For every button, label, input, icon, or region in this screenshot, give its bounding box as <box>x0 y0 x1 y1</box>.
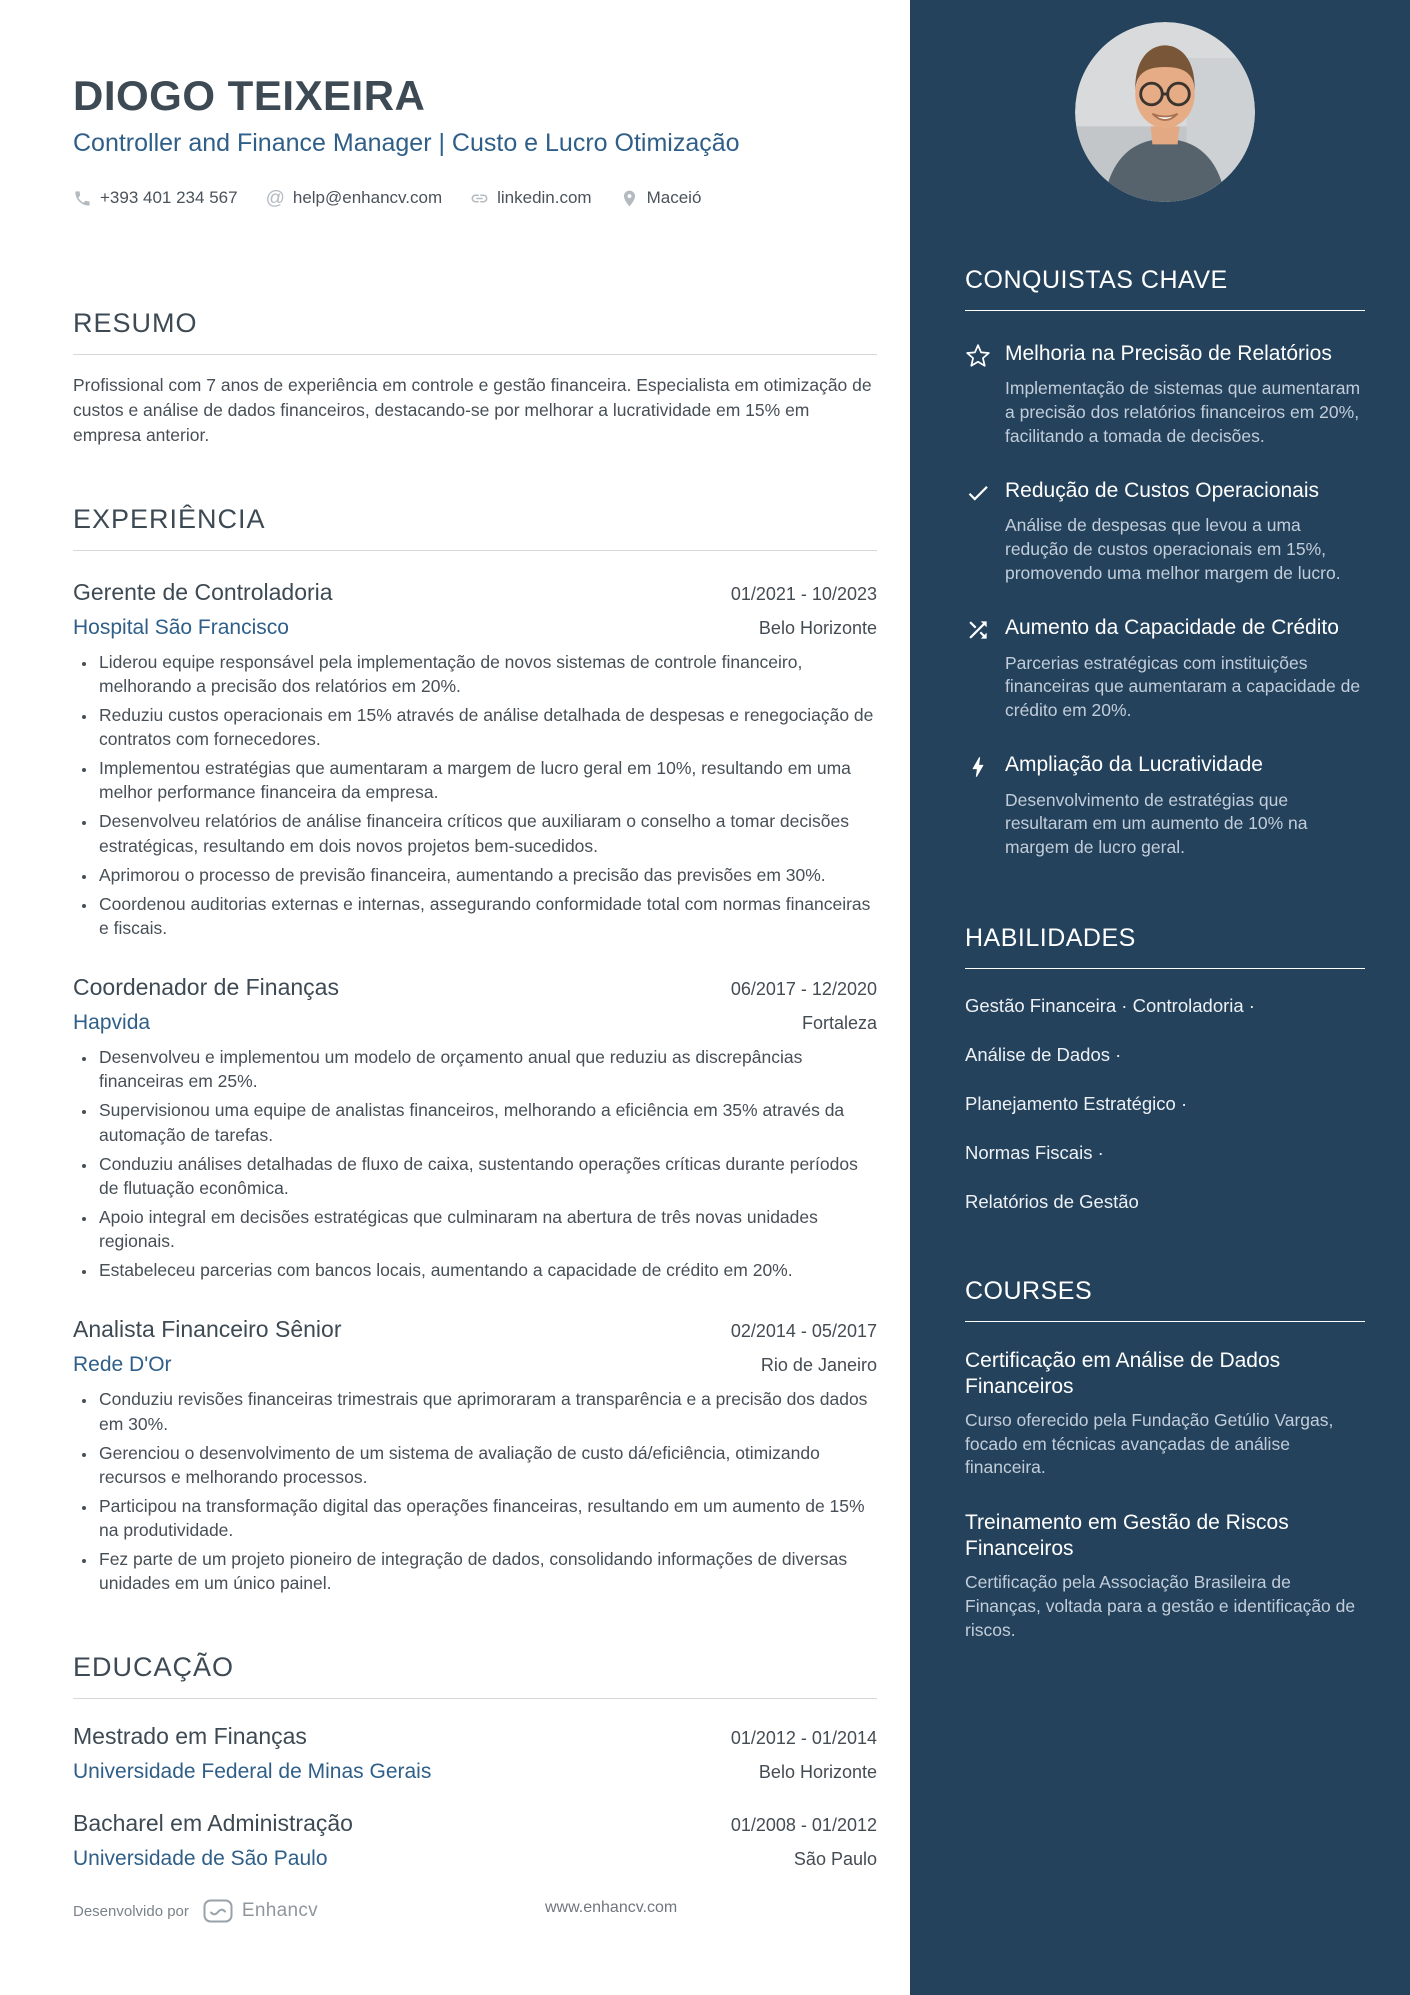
educacao-heading: EDUCAÇÃO <box>73 1652 877 1699</box>
degree-entry <box>73 1723 877 1784</box>
contact-location-text: Maceió <box>646 188 702 208</box>
powered-by-label: Desenvolvido por <box>73 1902 189 1920</box>
section-conquistas <box>965 266 1365 860</box>
footer <box>73 1899 877 1923</box>
email-at-icon: @ <box>265 187 285 209</box>
job-bullets <box>73 1045 877 1282</box>
bullet-item: • Participou na transformação digital das operações financeiras, resultando em um aumento de 15% na produtividade. <box>97 1494 877 1542</box>
enhancv-brand[interactable] <box>203 1899 318 1923</box>
contact-website-text: linkedin.com <box>497 188 592 208</box>
bullet-item: • Fez parte de um projeto pioneiro de integração de dados, consolidando informações de diversas unidades em um único painel. <box>97 1547 877 1595</box>
section-educacao <box>73 1652 877 1871</box>
achievement-item <box>965 341 1365 448</box>
section-resumo <box>73 308 877 448</box>
contact-location <box>620 188 702 208</box>
course-item <box>965 1348 1365 1480</box>
achievement-item <box>965 478 1365 585</box>
course-title: Certificação em Análise de Dados Financeiros <box>965 1348 1281 1398</box>
resumo-text: Profissional com 7 anos de experiência em controle e gestão financeira. Especialista em otimização de custos e análise de dados financeiros, destacando-se por melhorar a lucratividade em 15% em empresa anterior. <box>73 375 872 445</box>
phone-icon <box>73 189 92 208</box>
degree-dates: 01/2008 - 01/2012 <box>730 1814 877 1835</box>
person-name: DIOGO TEIXEIRA <box>73 72 426 119</box>
section-courses <box>965 1277 1365 1643</box>
bullet-item: • Desenvolveu e implementou um modelo de orçamento anual que reduziu as discrepâncias financeiras em 25%. <box>97 1045 877 1093</box>
section-experiencia <box>73 504 877 1596</box>
job-title: Gerente de Controladoria <box>73 578 333 605</box>
bullet-item: • Conduziu análises detalhadas de fluxo de caixa, sustentando operações críticas durante períodos de flutuação econômica. <box>97 1152 877 1200</box>
course-text: Curso oferecido pela Fundação Getúlio Vargas, focado em técnicas avançadas de análise financeira. <box>965 1410 1334 1478</box>
job-bullets <box>73 1387 877 1595</box>
school-name: Universidade de São Paulo <box>73 1846 328 1870</box>
bullet-item: • Coordenou auditorias externas e internas, assegurando conformidade total com normas financeiras e fiscais. <box>97 892 877 940</box>
achievement-text: Implementação de sistemas que aumentaram a precisão dos relatórios financeiros em 20%, facilitando a tomada de decisões. <box>1005 378 1361 446</box>
contact-website[interactable] <box>470 188 592 208</box>
job-entry <box>73 579 877 941</box>
bullet-item: • Gerenciou o desenvolvimento de um sistema de avaliação de custo dá/eficiência, otimizando recursos e melhorando processos. <box>97 1441 877 1489</box>
company-name: Hapvida <box>73 1011 151 1035</box>
bullet-item: • Implementou estratégias que aumentaram a margem de lucro geral em 10%, resultando em uma melhor performance financeira da empresa. <box>97 756 877 804</box>
bullet-item: • Desenvolveu relatórios de análise financeira críticos que auxiliaram o conselho a tomar decisões estratégicas, resultando em dois novos projetos bem-sucedidos. <box>97 809 877 857</box>
achievement-item <box>965 615 1365 722</box>
bullet-item: • Conduziu revisões financeiras trimestrais que aprimoraram a transparência e a precisão dos dados em 30%. <box>97 1387 877 1435</box>
bolt-icon <box>965 754 991 780</box>
resumo-heading: RESUMO <box>73 308 877 355</box>
profile-photo-wrap <box>965 22 1365 202</box>
conquistas-heading: CONQUISTAS CHAVE <box>965 266 1365 311</box>
growth-arrows-icon <box>965 617 991 643</box>
contact-phone-text: +393 401 234 567 <box>100 188 238 208</box>
degree-location: Belo Horizonte <box>758 1761 877 1782</box>
job-location: Rio de Janeiro <box>760 1355 877 1376</box>
job-entry <box>73 974 877 1282</box>
degree-entry <box>73 1810 877 1871</box>
course-title: Treinamento em Gestão de Riscos Financeiros <box>965 1510 1289 1561</box>
skill-item: Planejamento Estratégico · <box>965 1092 1188 1114</box>
job-title: Analista Financeiro Sênior <box>73 1316 342 1343</box>
job-bullets <box>73 650 877 941</box>
footer-website[interactable]: www.enhancv.com <box>545 1899 678 1916</box>
skill-item: Análise de Dados · <box>965 1043 1122 1065</box>
course-item <box>965 1510 1365 1642</box>
enhancv-logo-icon <box>203 1899 233 1923</box>
job-title: Coordenador de Finanças <box>73 974 339 1001</box>
contact-row <box>73 188 877 208</box>
habilidades-heading: HABILIDADES <box>965 924 1365 969</box>
star-icon <box>965 343 991 369</box>
skill-item: Normas Fiscais · <box>965 1141 1104 1163</box>
achievement-title: Redução de Custos Operacionais <box>1005 479 1320 503</box>
job-location: Fortaleza <box>801 1013 877 1034</box>
bullet-item: • Estabeleceu parcerias com bancos locais, aumentando a capacidade de crédito em 20%. <box>97 1258 877 1282</box>
achievement-title: Melhoria na Precisão de Relatórios <box>1005 342 1332 365</box>
achievement-text: Desenvolvimento de estratégias que resultaram em um aumento de 10% na margem de lucro geral. <box>1005 789 1308 857</box>
company-name: Hospital São Francisco <box>73 615 289 639</box>
check-icon <box>965 480 991 506</box>
profile-photo <box>1075 22 1255 202</box>
job-entry <box>73 1316 877 1595</box>
job-dates: 02/2014 - 05/2017 <box>730 1321 877 1342</box>
experiencia-heading: EXPERIÊNCIA <box>73 504 877 551</box>
sidebar <box>910 0 1410 1995</box>
person-title: Controller and Finance Manager | Custo e Lucro Otimização <box>73 129 740 158</box>
achievement-title: Aumento da Capacidade de Crédito <box>1005 616 1339 640</box>
degree-title: Bacharel em Administração <box>73 1809 353 1836</box>
degree-title: Mestrado em Finanças <box>73 1722 307 1749</box>
job-dates: 01/2021 - 10/2023 <box>730 583 877 604</box>
job-location: Belo Horizonte <box>758 617 877 638</box>
contact-email[interactable] <box>266 188 443 208</box>
link-icon <box>470 189 489 208</box>
degree-location: São Paulo <box>793 1848 877 1869</box>
achievement-text: Análise de despesas que levou a uma redução de custos operacionais em 15%, promovendo uma melhor margem de lucro. <box>1005 515 1341 583</box>
contact-phone[interactable] <box>73 188 238 208</box>
section-habilidades <box>965 924 1365 1213</box>
achievement-item <box>965 752 1365 859</box>
bullet-item: • Supervisionou uma equipe de analistas financeiros, melhorando a eficiência em 35% através da automação de tarefas. <box>97 1098 877 1146</box>
course-text: Certificação pela Associação Brasileira de Finanças, voltada para a gestão e identificação de riscos. <box>965 1572 1356 1640</box>
job-dates: 06/2017 - 12/2020 <box>730 979 877 1000</box>
degree-dates: 01/2012 - 01/2014 <box>730 1727 877 1748</box>
skill-item: Gestão Financeira · Controladoria · <box>965 994 1255 1016</box>
bullet-item: • Aprimorou o processo de previsão financeira, aumentando a precisão das previsões em 30%. <box>97 863 877 887</box>
contact-email-text: help@enhancv.com <box>292 188 443 208</box>
company-name: Rede D'Or <box>73 1353 172 1377</box>
header <box>73 74 877 208</box>
courses-heading: COURSES <box>965 1277 1365 1322</box>
bullet-item: • Reduziu custos operacionais em 15% através de análise detalhada de despesas e renegociação de contratos com fornecedores. <box>97 703 877 751</box>
achievement-title: Ampliação da Lucratividade <box>1005 753 1263 777</box>
school-name: Universidade Federal de Minas Gerais <box>73 1759 432 1783</box>
achievement-text: Parcerias estratégicas com instituições financeiras que aumentaram a capacidade de crédito em 20%. <box>1005 652 1361 720</box>
skill-item: Relatórios de Gestão <box>965 1190 1139 1212</box>
bullet-item: • Liderou equipe responsável pela implementação de novos sistemas de controle financeiro, melhorando a precisão dos relatórios em 20%. <box>97 650 877 698</box>
brand-name: Enhancv <box>241 1900 318 1921</box>
location-pin-icon <box>620 189 639 208</box>
bullet-item: • Apoio integral em decisões estratégicas que culminaram na abertura de três novas unidades regionais. <box>97 1205 877 1253</box>
